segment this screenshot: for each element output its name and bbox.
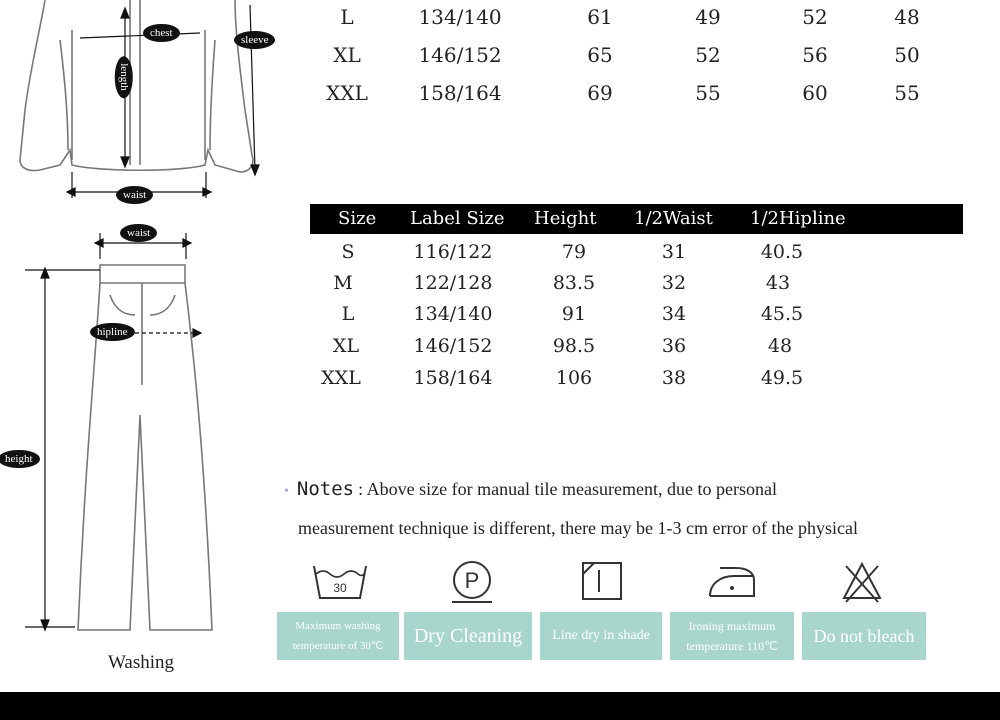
- top-cell: 65: [587, 43, 613, 67]
- top-cell: 60: [802, 81, 828, 105]
- dry-clean-letter: P: [464, 568, 480, 593]
- line-dry-icon: [580, 560, 624, 602]
- waist-tag-top: waist: [116, 186, 153, 204]
- notes-bullet: •: [284, 484, 289, 499]
- bottom-cell: 32: [661, 272, 687, 294]
- care-label-wash: Maximum washing temperature of 30℃: [277, 612, 399, 660]
- top-cell: 134/140: [418, 5, 502, 29]
- care-label-line-dry: Line dry in shade: [540, 612, 662, 660]
- bottom-cell: 49.5: [760, 367, 804, 389]
- hipline-tag: hipline: [90, 323, 135, 341]
- bottom-cell: 48: [767, 335, 793, 357]
- bottom-table-header: [310, 204, 963, 234]
- header-height: Height: [534, 208, 597, 229]
- bottom-bar: [0, 692, 1000, 720]
- header-size: Size: [338, 208, 377, 229]
- top-cell: 55: [894, 81, 920, 105]
- notes-text-1: : Above size for manual tile measurement, due to personal: [358, 479, 777, 499]
- height-tag: height: [0, 450, 40, 468]
- header-label-size: Label Size: [410, 208, 505, 229]
- wash-temp-text: 30: [333, 581, 347, 595]
- sleeve-tag: sleeve: [234, 31, 275, 49]
- bottom-cell: 38: [661, 367, 687, 389]
- care-label-no-bleach: Do not bleach: [802, 612, 926, 660]
- top-cell: 61: [587, 5, 613, 29]
- bottom-cell: 146/152: [413, 335, 493, 357]
- bottom-cell: 116/122: [413, 241, 493, 263]
- waist-tag-pants: waist: [120, 224, 157, 242]
- bottom-cell: M: [333, 272, 353, 294]
- bottom-cell: 158/164: [413, 367, 493, 389]
- top-cell: 52: [695, 43, 721, 67]
- pants-illustration: [0, 215, 260, 645]
- bottom-cell: 83.5: [552, 272, 596, 294]
- top-cell: XL: [333, 43, 361, 67]
- top-cell: 52: [802, 5, 828, 29]
- chest-tag: chest: [143, 24, 180, 42]
- top-cell: 158/164: [418, 81, 502, 105]
- length-tag: length: [115, 56, 133, 98]
- top-cell: L: [340, 5, 354, 29]
- top-cell: 48: [894, 5, 920, 29]
- top-cell: 50: [894, 43, 920, 67]
- wash-30-icon: [312, 562, 368, 602]
- bottom-cell: XXL: [321, 367, 361, 389]
- care-label-dry-clean: Dry Cleaning: [404, 612, 532, 660]
- bottom-cell: L: [341, 303, 355, 325]
- bottom-cell: 36: [661, 335, 687, 357]
- top-cell: 69: [587, 81, 613, 105]
- top-cell: 146/152: [418, 43, 502, 67]
- bottom-cell: 43: [765, 272, 791, 294]
- bottom-cell: XL: [332, 335, 360, 357]
- washing-label: Washing: [108, 652, 175, 673]
- bottom-cell: 106: [555, 367, 593, 389]
- bottom-cell: 79: [561, 241, 587, 263]
- dry-clean-p-icon: [448, 558, 496, 606]
- bottom-cell: 134/140: [413, 303, 493, 325]
- bottom-cell: 98.5: [552, 335, 596, 357]
- top-cell: 56: [802, 43, 828, 67]
- bottom-cell: 31: [661, 241, 687, 263]
- header-half-waist: 1/2Waist: [634, 208, 713, 229]
- bottom-cell: 34: [661, 303, 687, 325]
- bottom-cell: 91: [561, 303, 587, 325]
- care-label-iron: Ironing maximum temperature 110℃: [670, 612, 794, 660]
- bottom-cell: 45.5: [760, 303, 804, 325]
- notes-text-2: measurement technique is different, there may be 1-3 cm error of the physical: [298, 518, 858, 538]
- top-cell: 49: [695, 5, 721, 29]
- bottom-cell: 40.5: [760, 241, 804, 263]
- top-cell: 55: [695, 81, 721, 105]
- bottom-cell: S: [341, 241, 355, 263]
- bottom-cell: 122/128: [413, 272, 493, 294]
- notes-label: Notes: [296, 478, 355, 500]
- notes-line-1: [284, 478, 777, 500]
- header-half-hipline: 1/2Hipline: [750, 208, 846, 229]
- iron-icon: [706, 562, 758, 602]
- no-bleach-icon: [840, 560, 884, 604]
- top-cell: XXL: [326, 81, 368, 105]
